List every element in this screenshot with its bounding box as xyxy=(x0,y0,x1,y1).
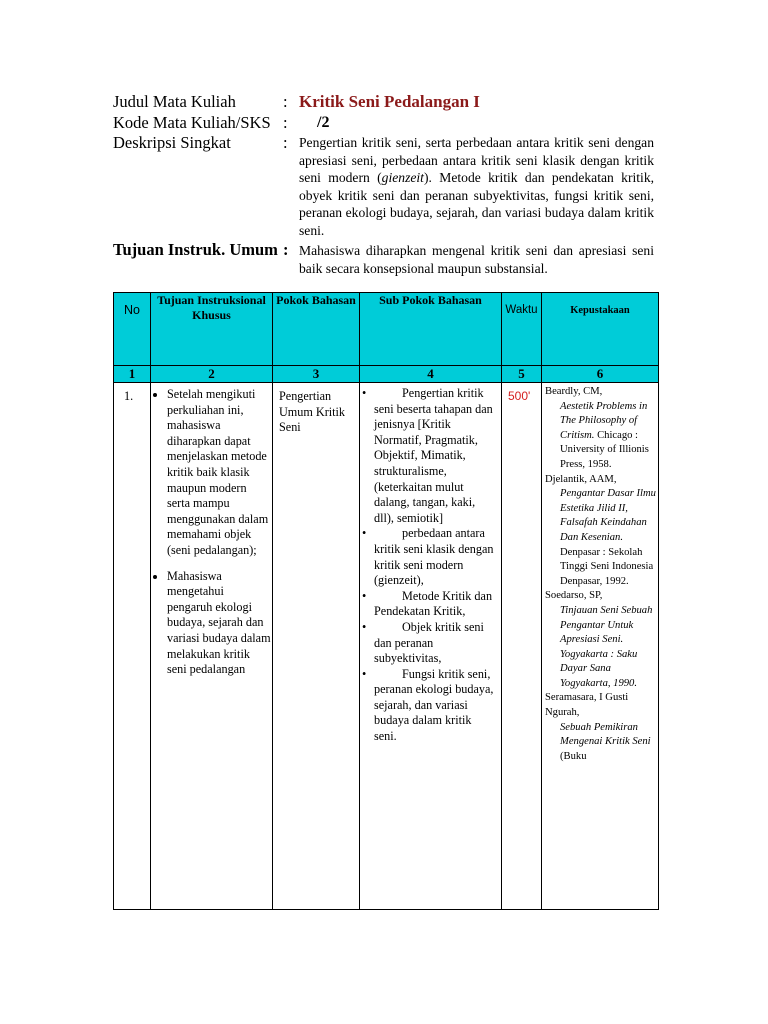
sub-item-5 xyxy=(364,667,497,745)
row-sub-pokok xyxy=(360,383,502,910)
row-pokok: Pengertian Umum Kritik Seni xyxy=(273,383,360,910)
table-header-row xyxy=(114,293,659,366)
reference-1-title: Aestetik Problems in The Philosophy of Critism. xyxy=(560,400,648,441)
tik-item-2: • Mahasiswa mengetahui pengaruh ekologi budaya, sejarah dan variasi budaya dalam melakukan kritik seni pedalangan xyxy=(167,569,272,678)
bullet-icon: • xyxy=(362,666,367,681)
sub-item-3-text: Metode Kritik dan Pendekatan Kritik, xyxy=(374,588,493,619)
reference-1-publisher: Chicago : University of Illionis Press, 1958. xyxy=(560,429,649,470)
sub-item-1 xyxy=(364,386,497,526)
row-tik xyxy=(151,383,273,910)
sub-item-1-text: Pengertian kritik seni beserta tahapan dan jenisnya [Kritik Normatif, Pragmatik, Objektif, Mimatik, strukturalisme, (keterkaitan mulut dalang, tangan, kaki, dll), semiotik] xyxy=(374,386,493,525)
reference-3 xyxy=(545,589,656,691)
course-table xyxy=(113,292,659,910)
sub-item-5-text: Fungsi kritik seni, peranan ekologi budaya, sejarah, dan variasi budaya dalam kritik seni. xyxy=(374,666,494,744)
tik-item-1: • Setelah mengikuti perkuliahan ini, mahasiswa diharapkan dapat menjelaskan metode kritik baik klasik maupun modern serta mampu menggunakan dalam memahami objek (seni pedalangan); xyxy=(167,387,272,559)
reference-2-title: Pengantar Dasar Ilmu Estetika Jilid II, Falsafah Keindahan Dan Kesenian. xyxy=(560,488,656,543)
table-row xyxy=(114,383,659,910)
header-tik: Tujuan Instruksional Khusus xyxy=(151,293,273,366)
col-number-6: 6 xyxy=(542,366,659,383)
course-title-value: Kritik Seni Pedalangan I xyxy=(299,92,480,111)
description-text-part1: Pengertian kritik seni, serta perbedaan antara kritik seni dengan apresiasi seni, perbedaan antara kritik seni klasik dengan kritik seni modern ( xyxy=(299,135,654,186)
reference-4 xyxy=(545,691,656,764)
description-text-italic: gienzeit xyxy=(381,170,424,186)
course-title-colon: : xyxy=(283,92,288,111)
header-no: No xyxy=(114,293,151,366)
description-text-part2: ). Metode kritik dan pendekatan kritik, obyek kritik seni dan peranan subyektivitas, fungsi kritik seni, peranan ekologi budaya, sejarah, dan variasi budaya dalam kritik seni. xyxy=(299,170,655,238)
bullet-icon: • xyxy=(362,619,367,634)
header-kepustakaan: Kepustakaan xyxy=(542,293,659,366)
course-code-value: /2 xyxy=(317,114,330,131)
col-number-4: 4 xyxy=(360,366,502,383)
reference-4-author: Seramasara, I Gusti Ngurah, xyxy=(545,692,629,719)
reference-2 xyxy=(545,473,656,590)
bullet-icon: • xyxy=(362,588,367,603)
bullet-icon: • xyxy=(362,386,367,400)
col-number-3: 3 xyxy=(273,366,360,383)
reference-4-post: (Buku xyxy=(560,750,587,762)
description-text xyxy=(299,134,654,240)
reference-2-publisher: Denpasar : Sekolah Tinggi Seni Indonesia Denpasar, 1992. xyxy=(560,546,654,587)
header-sub-pokok: Sub Pokok Bahasan xyxy=(360,293,502,366)
header-pokok: Pokok Bahasan xyxy=(273,293,360,366)
col-number-2: 2 xyxy=(151,366,273,383)
reference-3-author: Soedarso, SP, xyxy=(545,590,603,602)
objective-text: Mahasiswa diharapkan mengenal kritik seni dan apresiasi seni baik secara konsepsional maupun substansial. xyxy=(299,243,654,276)
sub-item-2-text: perbedaan antara kritik seni klasik dengan kritik seni modern (gienzeit), xyxy=(374,526,494,588)
course-title-label: Judul Mata Kuliah xyxy=(113,92,236,111)
row-kepustakaan xyxy=(542,383,659,910)
sub-item-3 xyxy=(364,589,497,620)
reference-4-title: Sebuah Pemikiran Mengenai Kritik Seni xyxy=(560,721,651,748)
row-waktu xyxy=(502,383,542,910)
objective-label: Tujuan Instruk. Umum xyxy=(113,240,278,259)
bullet-icon: • xyxy=(362,526,367,541)
header-waktu: Waktu xyxy=(502,293,542,366)
description-colon: : xyxy=(283,133,288,152)
row-no: 1. xyxy=(114,383,151,910)
reference-3-title: Tinjauan Seni Sebuah Pengantar Untuk Apresiasi Seni. Yogyakarta : Saku Dayar Sana Yogyakarta, 1990. xyxy=(560,604,653,689)
course-code-label: Kode Mata Kuliah/SKS xyxy=(113,113,271,132)
waktu-value: 500' xyxy=(508,389,531,403)
table-number-row xyxy=(114,366,659,383)
course-code-colon: : xyxy=(283,113,288,132)
reference-1-author: Beardly, CM, xyxy=(545,386,603,397)
sub-item-4-text: Objek kritik seni dan peranan subyektivitas, xyxy=(374,619,484,666)
reference-2-author: Djelantik, AAM, xyxy=(545,473,617,485)
description-label: Deskripsi Singkat xyxy=(113,133,231,152)
reference-1 xyxy=(545,385,656,473)
sub-item-2 xyxy=(364,526,497,588)
sub-item-4 xyxy=(364,620,497,667)
objective-colon: : xyxy=(283,240,289,259)
col-number-5: 5 xyxy=(502,366,542,383)
col-number-1: 1 xyxy=(114,366,151,383)
